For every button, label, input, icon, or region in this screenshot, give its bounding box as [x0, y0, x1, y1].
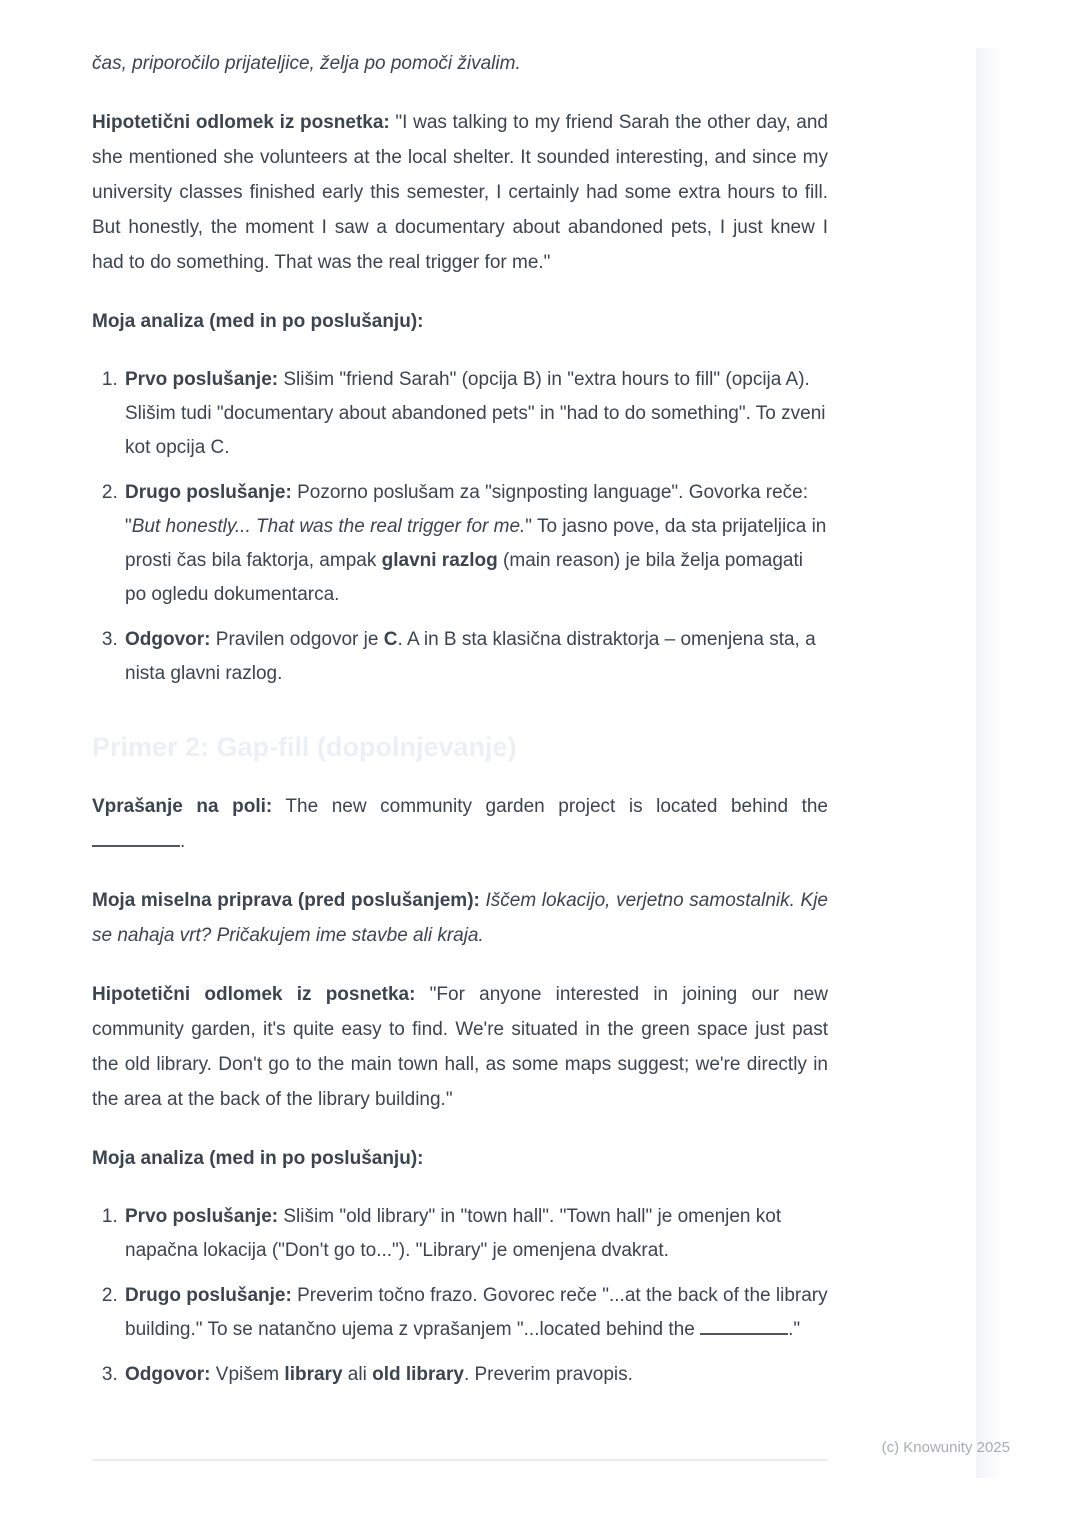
text-segment: Slišim "friend Sarah" (opcija B) in "extra hours to fill" (opcija A). Slišim tudi "documentary about abandoned pets" in "had to do something". To zveni kot opcija C.: [125, 369, 826, 458]
text-segment: Moja miselna priprava (pred poslušanjem):: [92, 890, 480, 911]
text-segment: Preverim točno frazo. Govorec reče "...at the back of the library building." To se natančno ujema z vprašanjem "...located behind the: [125, 1285, 828, 1340]
blank-underline: [700, 1331, 788, 1335]
text-segment: Iščem lokacijo, verjetno samostalnik. Kje se nahaja vrt? Pričakujem ime stavbe ali kraja.: [92, 890, 828, 946]
text-segment: glavni razlog: [381, 550, 498, 571]
text-segment: Moja analiza (med in po poslušanju):: [92, 311, 424, 332]
text-segment: .": [788, 1319, 801, 1340]
text-segment: .: [180, 831, 186, 852]
text-segment: But honestly... That was the real trigger for me.: [131, 516, 526, 537]
blank-underline: [92, 843, 180, 847]
paragraph: [92, 46, 828, 81]
paragraph: [92, 789, 828, 859]
text-segment: čas, priporočilo prijateljice, želja po pomoči živalim.: [92, 53, 521, 74]
text-segment: Odgovor:: [125, 629, 211, 650]
text-segment: Prvo poslušanje:: [125, 369, 279, 390]
text-segment: " To jasno pove, da sta prijateljica in prosti čas bila faktorja, ampak: [125, 516, 827, 571]
text-segment: C: [383, 629, 398, 650]
text-segment: library: [284, 1364, 343, 1385]
footer-divider: [92, 1459, 828, 1461]
ordered-list: [92, 1200, 828, 1392]
text-segment: The new community garden project is located behind the: [272, 796, 828, 817]
text-segment: Slišim "old library" in "town hall". "Town hall" je omenjen kot napačna lokacija ("Don't go to..."). "Library" je omenjena dvakrat.: [125, 1206, 782, 1261]
text-segment: Vprašanje na poli:: [92, 796, 273, 817]
paragraph: [92, 977, 828, 1117]
text-segment: Hipotetični odlomek iz posnetka:: [92, 984, 416, 1005]
list-item: [123, 363, 828, 465]
section-heading: Primer 2: Gap-fill (dopolnjevanje): [92, 732, 517, 762]
footer-copyright: (c) Knowunity 2025: [881, 1439, 1010, 1456]
text-segment: (main reason) je bila želja pomagati po ogledu dokumentarca.: [125, 550, 803, 605]
document-content: [92, 46, 828, 1416]
text-segment: Moja analiza (med in po poslušanju):: [92, 1148, 424, 1169]
page-edge-strip: [976, 48, 1003, 1478]
list-item: [123, 1358, 828, 1392]
text-segment: Drugo poslušanje:: [125, 482, 292, 503]
text-segment: Pravilen odgovor je: [210, 629, 384, 650]
list-item: [123, 1200, 828, 1268]
paragraph: [92, 105, 828, 280]
text-segment: . Preverim pravopis.: [463, 1364, 633, 1385]
text-segment: old library: [372, 1364, 464, 1385]
paragraph: [92, 304, 828, 339]
text-segment: "I was talking to my friend Sarah the other day, and she mentioned she volunteers at the local shelter. It sounded interesting, and since my university classes finished early this semester, I certainly had some extra hours to fill. But honestly, the moment I saw a documentary about abandoned pets, I just knew I had to do something. That was the real trigger for me.": [92, 112, 828, 273]
ordered-list: [92, 363, 828, 691]
paragraph: [92, 883, 828, 953]
text-segment: Odgovor:: [125, 1364, 211, 1385]
text-segment: "For anyone interested in joining our new community garden, it's quite easy to find. We're situated in the green space just past the old library. Don't go to the main town hall, as some maps suggest; we're directly in the area at the back of the library building.": [92, 984, 828, 1110]
text-segment: Pozorno poslušam za "signposting language". Govorka reče: ": [125, 482, 809, 537]
list-item: [123, 623, 828, 691]
list-item: [123, 1279, 828, 1347]
text-segment: Prvo poslušanje:: [125, 1206, 279, 1227]
paragraph: [92, 1141, 828, 1176]
text-segment: Drugo poslušanje:: [125, 1285, 292, 1306]
text-segment: . A in B sta klasična distraktorja – omenjena sta, a nista glavni razlog.: [125, 629, 816, 684]
text-segment: Hipotetični odlomek iz posnetka:: [92, 112, 390, 133]
text-segment: Vpišem: [210, 1364, 285, 1385]
list-item: [123, 476, 828, 612]
text-segment: ali: [342, 1364, 373, 1385]
